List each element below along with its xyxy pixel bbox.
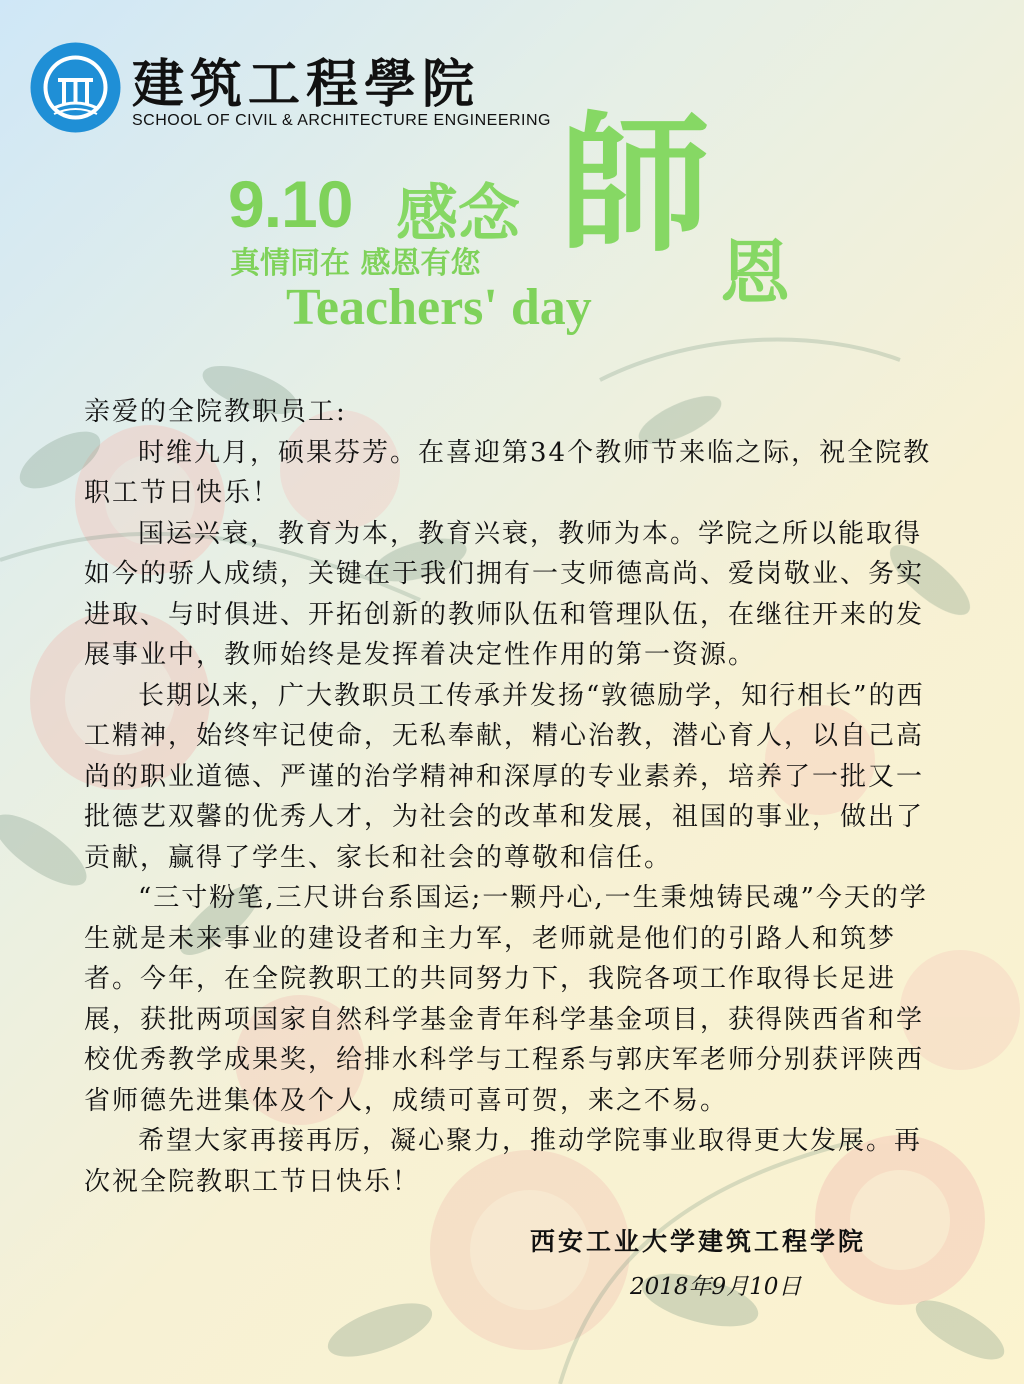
letter-body	[84, 392, 934, 1202]
school-name-en: SCHOOL OF CIVIL & ARCHITECTURE ENGINEERING	[132, 112, 551, 129]
school-seal-icon	[28, 40, 123, 135]
school-name-cn: 建筑工程學院	[132, 54, 481, 115]
letter-paragraph: 长期以来，广大教职员工传承并发扬“敦德励学，知行相长”的西工精神，始终牢记使命，无私奉献，精心治教，潜心育人，以自己高尚的职业道德、严谨的治学精神和深厚的专业素养，培养了一批又一批德艺双馨的优秀人才，为社会的改革和发展，祖国的事业，做出了贡献，赢得了学生、家长和社会的尊敬和信任。	[84, 680, 925, 873]
banner-date-mark: 9.10	[228, 167, 353, 241]
letter-paragraph: 时维九月，硕果芬芳。在喜迎第34个教师节来临之际，祝全院教职工节日快乐！	[84, 437, 932, 508]
letter-paragraph: 国运兴衰，教育为本，教育兴衰，教师为本。学院之所以能取得如今的骄人成绩，关键在于我们拥有一支师德高尚、爱岗敬业、务实进取、与时俱进、开拓创新的教师队伍和管理队伍，在继往开来的发展事业中，教师始终是发挥着决定性作用的第一资源。	[84, 518, 925, 670]
signature-name: 西安工业大学建筑工程学院	[530, 1227, 867, 1256]
letter-paragraph: “三寸粉笔,三尺讲台系国运;一颗丹心,一生秉烛铸民魂”今天的学生就是未来事业的建设者和主力军，老师就是他们的引路人和筑梦者。今年，在全院教职工的共同努力下，我院各项工作取得长足进展，获批两项国家自然科学基金青年科学基金项目，获得陕西省和学校优秀教学成果奖，给排水科学与工程系与郭庆军老师分别获评陕西省师德先进集体及个人，成绩可喜可贺，来之不易。	[84, 883, 928, 1116]
letter-paragraph: 希望大家再接再厉，凝心聚力，推动学院事业取得更大发展。再次祝全院教职工节日快乐！	[84, 1126, 923, 1197]
banner-en-character: 恩	[720, 231, 790, 314]
letter-signature	[530, 1222, 890, 1301]
letter-greeting: 亲爱的全院教职员工:	[84, 397, 347, 427]
banner-subtitle: 真情同在 感恩有您	[230, 246, 481, 281]
teachers-day-banner	[220, 97, 820, 340]
signature-date: 2018年9月10日	[630, 1274, 802, 1300]
banner-english-title: Teachers' day	[286, 279, 592, 336]
banner-shi-character: 師	[560, 97, 711, 273]
banner-gan-nian: 感念	[396, 177, 521, 250]
